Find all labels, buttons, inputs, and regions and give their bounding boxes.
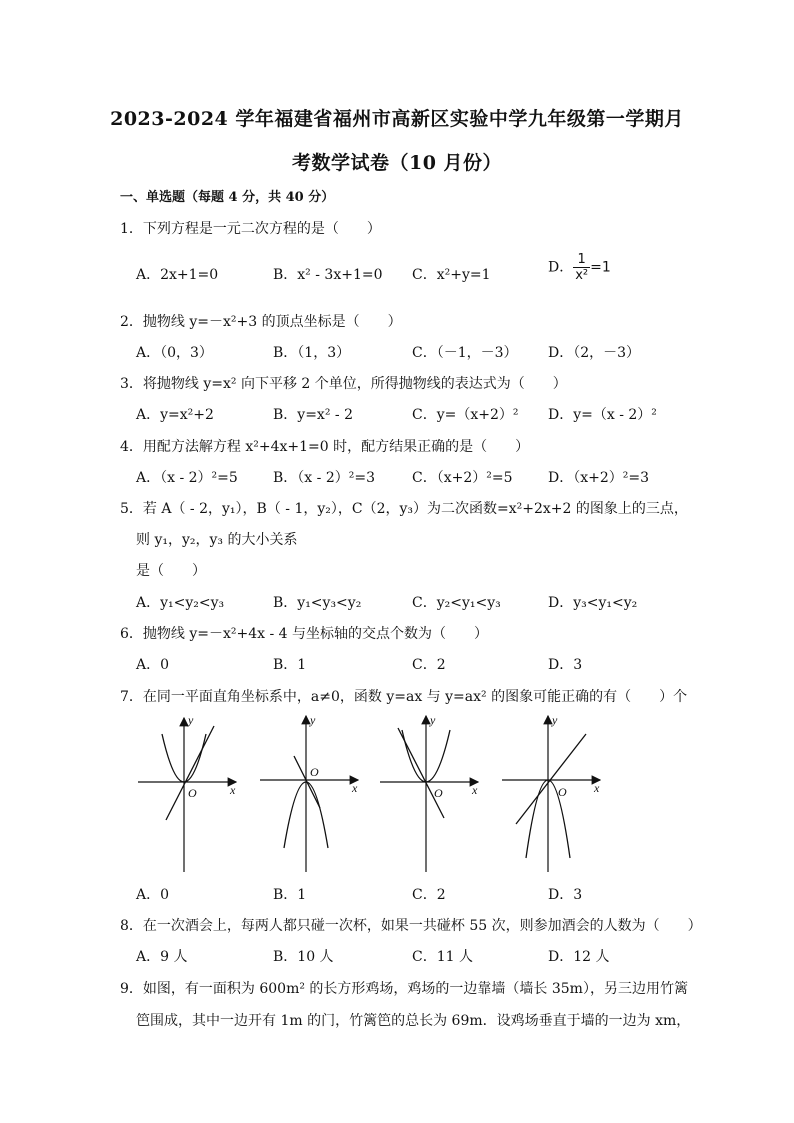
x-axis-label: x: [594, 781, 600, 795]
section-heading: 一、单选题（每题 4 分，共 40 分）: [120, 190, 335, 205]
question-2-stem: 2．抛物线 y=－x²+3 的顶点坐标是（ ）: [120, 314, 402, 330]
q5-option-a: A．y₁<y₂<y₃: [136, 595, 225, 611]
q7-option-c: C．2: [412, 887, 446, 903]
paper-title-line-1: 2023-2024 学年福建省福州市高新区实验中学九年级第一学期月: [110, 108, 684, 130]
fraction-denominator: x²: [575, 268, 589, 283]
origin-label: O: [434, 786, 443, 800]
q2-option-d: D．（2，－3）: [548, 345, 641, 361]
question-5-stem-line-1: 5．若 A（ - 2，y₁），B（ - 1，y₂），C（2，y₃）为二次函数=x²+2x+2 的图象上的三点，: [120, 501, 688, 517]
q3-option-d: D．y=（x - 2）²: [548, 407, 657, 423]
q2-option-c: C．（－1，－3）: [412, 345, 518, 361]
q5-option-d: D．y₃<y₁<y₂: [548, 595, 638, 611]
q3-option-c: C．y=（x+2）²: [412, 407, 519, 423]
question-9-stem-line-2: 笆围成，其中一边开有 1m 的门，竹篱笆的总长为 69m．设鸡场垂直于墙的一边为 xm，: [136, 1013, 691, 1029]
q8-option-a: A．9 人: [136, 949, 188, 965]
q4-option-d: D．（x+2）²=3: [548, 470, 650, 486]
q1-option-d-rest: =1: [590, 259, 611, 276]
q5-option-c: C．y₂<y₁<y₃: [412, 595, 501, 611]
question-5-stem-line-3: 是（ ）: [136, 563, 206, 579]
q7-graph-2: [258, 712, 368, 874]
y-axis-label: y: [552, 713, 558, 727]
question-8-stem: 8．在一次酒会上，每两人都只碰一次杯，如果一共碰杯 55 次，则参加酒会的人数为（ ）: [120, 918, 702, 934]
q1-option-b: B．x² - 3x+1=0: [273, 267, 383, 283]
q3-option-a: A．y=x²+2: [136, 407, 214, 423]
straight-line: [294, 756, 320, 808]
q8-option-d: D．12 人: [548, 949, 610, 965]
straight-line: [166, 726, 214, 820]
q1-option-c: C．x²+y=1: [412, 267, 491, 283]
question-7-stem: 7．在同一平面直角坐标系中，a≠0，函数 y=ax 与 y=ax² 的图象可能正确的有（ ）个: [120, 689, 688, 705]
q6-option-c: C．2: [412, 657, 446, 673]
y-axis-label: y: [310, 713, 316, 727]
q7-graph-4: [500, 712, 610, 874]
straight-line: [516, 734, 586, 824]
q7-option-a: A．0: [136, 887, 170, 903]
q7-graph-1: [136, 712, 246, 874]
origin-label: O: [558, 785, 567, 799]
q8-option-c: C．11 人: [412, 949, 473, 965]
q1-option-a: A．2x+1=0: [136, 267, 219, 283]
q7-graph-3: [378, 712, 488, 874]
origin-label: O: [310, 765, 319, 779]
q2-option-b: B．（1，3）: [273, 345, 351, 361]
q6-option-d: D．3: [548, 657, 583, 673]
q1-option-d-fraction: [573, 252, 590, 283]
q6-option-b: B．1: [273, 657, 307, 673]
q8-option-b: B．10 人: [273, 949, 334, 965]
q6-option-a: A．0: [136, 657, 170, 673]
question-9-stem-line-1: 9．如图，有一面积为 600m² 的长方形鸡场，鸡场的一边靠墙（墙长 35m），另三边用竹篱: [120, 981, 688, 997]
q4-option-a: A．（x - 2）²=5: [136, 470, 238, 486]
q5-option-b: B．y₁<y₃<y₂: [273, 595, 362, 611]
x-axis-label: x: [230, 783, 236, 797]
q4-option-b: B．（x - 2）²=3: [273, 470, 375, 486]
q3-option-b: B．y=x² - 2: [273, 407, 353, 423]
question-6-stem: 6．抛物线 y=－x²+4x - 4 与坐标轴的交点个数为（ ）: [120, 626, 489, 642]
fraction-numerator: 1: [573, 252, 590, 268]
x-axis-label: x: [352, 781, 358, 795]
q1-option-d-prefix: D．: [548, 259, 574, 276]
y-axis-label: y: [430, 713, 436, 727]
q4-option-c: C．（x+2）²=5: [412, 470, 513, 486]
q7-option-b: B．1: [273, 887, 307, 903]
q7-option-d: D．3: [548, 887, 583, 903]
question-5-stem-line-2: 则 y₁，y₂，y₃ 的大小关系: [136, 532, 298, 548]
q1-option-d: [548, 252, 611, 283]
question-1-stem: 1．下列方程是一元二次方程的是（ ）: [120, 221, 381, 237]
paper-title-line-2: 考数学试卷（10 月份）: [291, 152, 503, 174]
origin-label: O: [188, 786, 197, 800]
q2-option-a: A．（0，3）: [136, 345, 213, 361]
straight-line: [398, 728, 444, 818]
y-axis-label: y: [188, 713, 194, 727]
question-4-stem: 4．用配方法解方程 x²+4x+1=0 时，配方结果正确的是（ ）: [120, 439, 530, 455]
x-axis-label: x: [472, 783, 478, 797]
question-3-stem: 3．将抛物线 y=x² 向下平移 2 个单位，所得抛物线的表达式为（ ）: [120, 376, 567, 392]
